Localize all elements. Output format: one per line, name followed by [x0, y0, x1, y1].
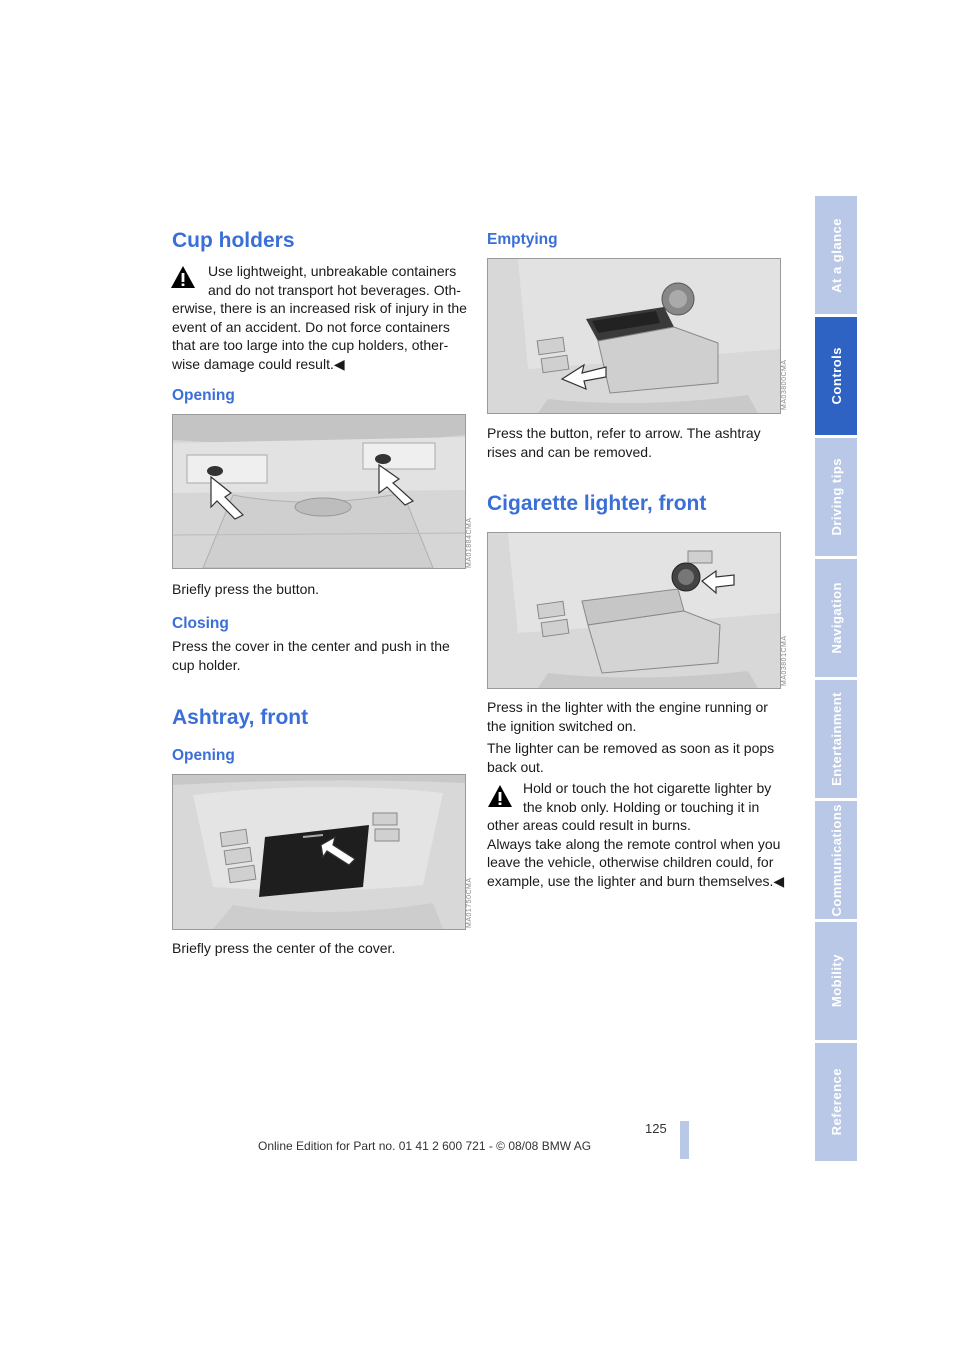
figure-code: MA03800CMA: [781, 359, 788, 410]
cup-holder-figure: [172, 414, 466, 569]
section-tabs: [815, 196, 857, 1164]
cup-holders-closing-heading: Closing: [172, 615, 229, 632]
figure-code: MA01750CMA: [466, 877, 473, 928]
ashtray-opening-heading: Opening: [172, 747, 235, 764]
tab-driving-tips[interactable]: Driving tips: [815, 438, 857, 559]
ashtray-opening-text: Briefly press the center of the cover.: [172, 940, 396, 956]
tab-controls[interactable]: Controls: [815, 317, 857, 438]
emptying-text: Press the button, refer to arrow. The ashtray rises and can be removed.: [487, 425, 761, 460]
lighter-para1: Press in the lighter with the engine running or the ignition switched on.: [487, 699, 768, 734]
tab-communications[interactable]: Communications: [815, 801, 857, 922]
tab-navigation[interactable]: Navigation: [815, 559, 857, 680]
cup-holders-title: Cup holders: [172, 229, 295, 252]
cup-holders-closing-text: Press the cover in the center and push in the cup holder.: [172, 638, 450, 673]
figure-code: MA01884CMA: [466, 517, 473, 568]
lighter-title: Cigarette lighter, front: [487, 492, 707, 515]
page-marker: [680, 1121, 689, 1159]
cup-holders-warning: Use lightweight, unbreakable containers and do not transport hot beverages. Oth- erwise, there is an increased risk of injury in the event of an accident. Do not force containers that are too large into the cup holders, other- wise damage could result.◀: [172, 263, 467, 372]
ashtray-title: Ashtray, front: [172, 706, 309, 729]
lighter-warning: Hold or touch the hot cigarette lighter by the knob only. Holding or touching it in other areas could result in burns. Always take along the remote control when you leave the vehicle, otherwise children could, for example, use the lighter and burn themselves.◀: [487, 780, 785, 889]
lighter-figure: [487, 532, 781, 689]
cup-holders-opening-text: Briefly press the button.: [172, 581, 320, 597]
ashtray-figure: [172, 774, 466, 930]
emptying-heading: Emptying: [487, 231, 558, 248]
ashtray-emptying-figure: [487, 258, 781, 414]
tab-mobility[interactable]: Mobility: [815, 922, 857, 1043]
page-number: 125: [645, 1121, 667, 1136]
figure-code: MA03801CMA: [781, 635, 788, 686]
tab-reference[interactable]: Reference: [815, 1043, 857, 1164]
edition-line: Online Edition for Part no. 01 41 2 600 721 - © 08/08 BMW AG: [258, 1139, 592, 1153]
cup-holders-opening-heading: Opening: [172, 387, 235, 404]
tab-entertainment[interactable]: Entertainment: [815, 680, 857, 801]
tab-at-a-glance[interactable]: At a glance: [815, 196, 857, 317]
lighter-para2: The lighter can be removed as soon as it pops back out.: [487, 740, 775, 775]
